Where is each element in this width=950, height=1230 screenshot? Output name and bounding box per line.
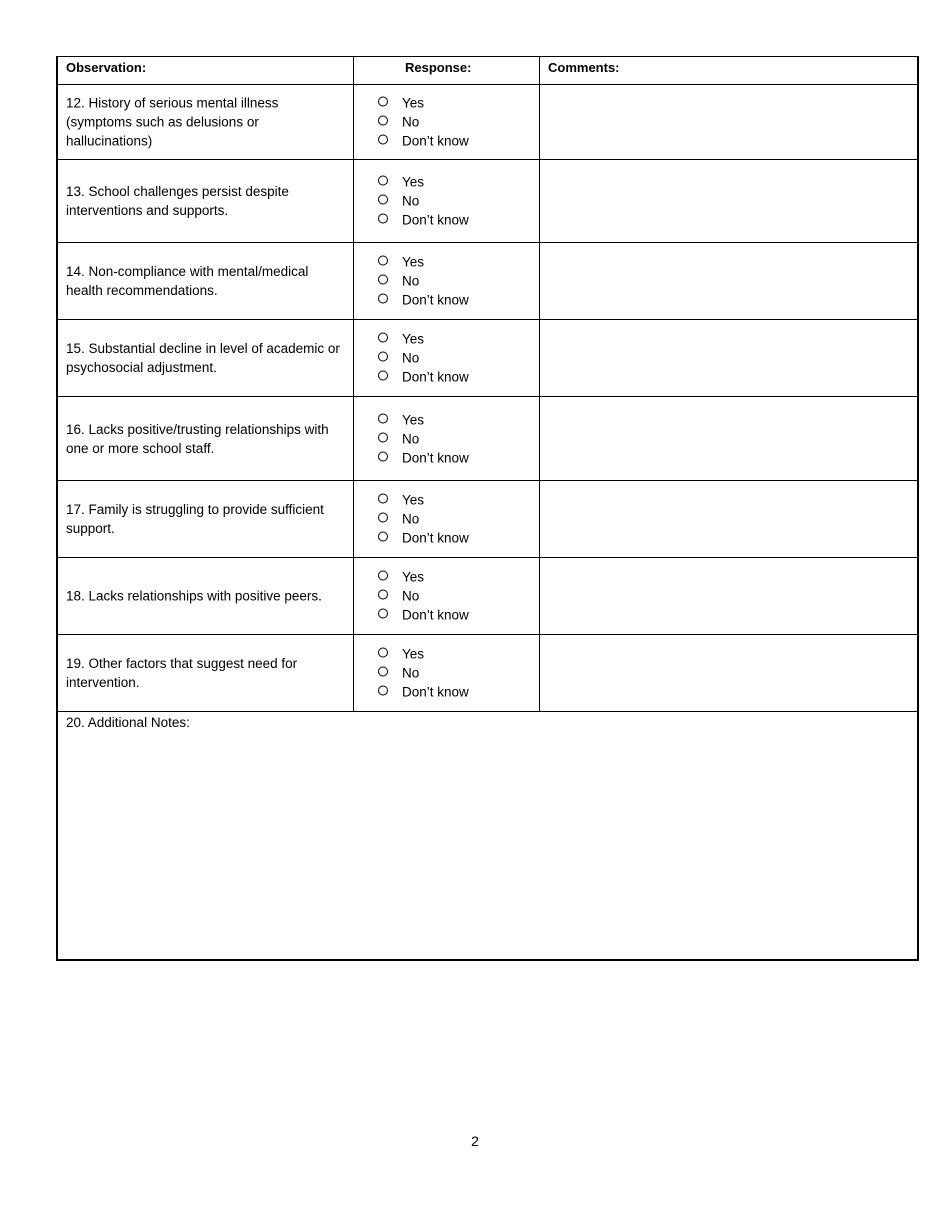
table-header: [58, 57, 917, 85]
table-row: [58, 85, 917, 160]
observation-16: 16. Lacks positive/trusting relationships with one or more school staff.: [66, 421, 329, 456]
option-dont-know[interactable]: Don’t know: [378, 529, 469, 548]
radio-button[interactable]: [378, 494, 388, 504]
radio-button[interactable]: [378, 352, 388, 362]
response-options: [378, 253, 469, 310]
radio-button[interactable]: [378, 256, 388, 266]
option-yes[interactable]: Yes: [378, 491, 469, 510]
radio-button[interactable]: [378, 275, 388, 285]
comments-header: Comments:: [548, 60, 620, 75]
option-dont-know[interactable]: Don’t know: [378, 606, 469, 625]
response-options: [378, 173, 469, 230]
table-row: [58, 481, 917, 558]
radio-button[interactable]: [378, 195, 388, 205]
radio-button[interactable]: [378, 532, 388, 542]
option-yes[interactable]: Yes: [378, 330, 469, 349]
response-options: [378, 645, 469, 702]
response-header: Response:: [354, 57, 540, 84]
observation-19: 19. Other factors that suggest need for intervention.: [66, 656, 298, 690]
radio-button[interactable]: [378, 648, 388, 658]
comments-cell[interactable]: [540, 481, 917, 557]
response-options: [378, 568, 469, 625]
observation-17: 17. Family is struggling to provide sufficient support.: [66, 502, 324, 536]
comments-cell[interactable]: [540, 635, 917, 711]
option-dont-know[interactable]: Don’t know: [378, 368, 469, 387]
observation-14: 14. Non-compliance with mental/medical health recommendations.: [66, 264, 309, 298]
radio-button[interactable]: [378, 116, 388, 126]
radio-button[interactable]: [378, 294, 388, 304]
response-options: [378, 491, 469, 548]
response-options: [378, 94, 469, 151]
radio-button[interactable]: [378, 590, 388, 600]
radio-button[interactable]: [378, 333, 388, 343]
comments-cell[interactable]: [540, 160, 917, 242]
option-yes[interactable]: Yes: [378, 410, 469, 429]
option-no[interactable]: No: [378, 192, 469, 211]
comments-cell[interactable]: [540, 243, 917, 319]
radio-button[interactable]: [378, 97, 388, 107]
option-yes[interactable]: Yes: [378, 94, 469, 113]
option-no[interactable]: No: [378, 349, 469, 368]
observation-18: 18. Lacks relationships with positive peers.: [66, 588, 322, 604]
radio-button[interactable]: [378, 667, 388, 677]
radio-button[interactable]: [378, 432, 388, 442]
response-options: [378, 410, 469, 467]
option-no[interactable]: No: [378, 510, 469, 529]
comments-cell[interactable]: [540, 558, 917, 634]
option-no[interactable]: No: [378, 429, 469, 448]
radio-button[interactable]: [378, 571, 388, 581]
option-dont-know[interactable]: Don’t know: [378, 448, 469, 467]
option-yes[interactable]: Yes: [378, 253, 469, 272]
option-dont-know[interactable]: Don’t know: [378, 211, 469, 230]
option-yes[interactable]: Yes: [378, 645, 469, 664]
radio-button[interactable]: [378, 214, 388, 224]
radio-button[interactable]: [378, 371, 388, 381]
option-dont-know[interactable]: Don’t know: [378, 291, 469, 310]
page-number: 2: [471, 1133, 479, 1149]
radio-button[interactable]: [378, 513, 388, 523]
observation-15: 15. Substantial decline in level of academic or psychosocial adjustment.: [66, 341, 340, 375]
table-row: [58, 397, 917, 481]
option-yes[interactable]: Yes: [378, 568, 469, 587]
table-row: [58, 558, 917, 635]
radio-button[interactable]: [378, 686, 388, 696]
comments-cell[interactable]: [540, 320, 917, 396]
radio-button[interactable]: [378, 609, 388, 619]
observation-form: [56, 56, 919, 961]
option-dont-know[interactable]: Don’t know: [378, 683, 469, 702]
radio-button[interactable]: [378, 451, 388, 461]
comments-cell[interactable]: [540, 85, 917, 159]
radio-button[interactable]: [378, 176, 388, 186]
table-row: [58, 320, 917, 397]
table-row: [58, 243, 917, 320]
response-options: [378, 330, 469, 387]
comments-cell[interactable]: [540, 397, 917, 480]
option-yes[interactable]: Yes: [378, 173, 469, 192]
additional-notes-area[interactable]: [58, 712, 917, 959]
option-no[interactable]: No: [378, 113, 469, 132]
table-row: [58, 160, 917, 243]
option-dont-know[interactable]: Don’t know: [378, 132, 469, 151]
option-no[interactable]: No: [378, 587, 469, 606]
radio-button[interactable]: [378, 413, 388, 423]
option-no[interactable]: No: [378, 272, 469, 291]
table-row: [58, 635, 917, 712]
observation-13: 13. School challenges persist despite interventions and supports.: [66, 184, 289, 218]
option-no[interactable]: No: [378, 664, 469, 683]
observation-header: Observation:: [58, 57, 354, 84]
radio-button[interactable]: [378, 135, 388, 145]
observation-12: 12. History of serious mental illness (symptoms such as delusions or hallucinations): [66, 95, 279, 149]
additional-notes-label: 20. Additional Notes:: [66, 715, 190, 730]
